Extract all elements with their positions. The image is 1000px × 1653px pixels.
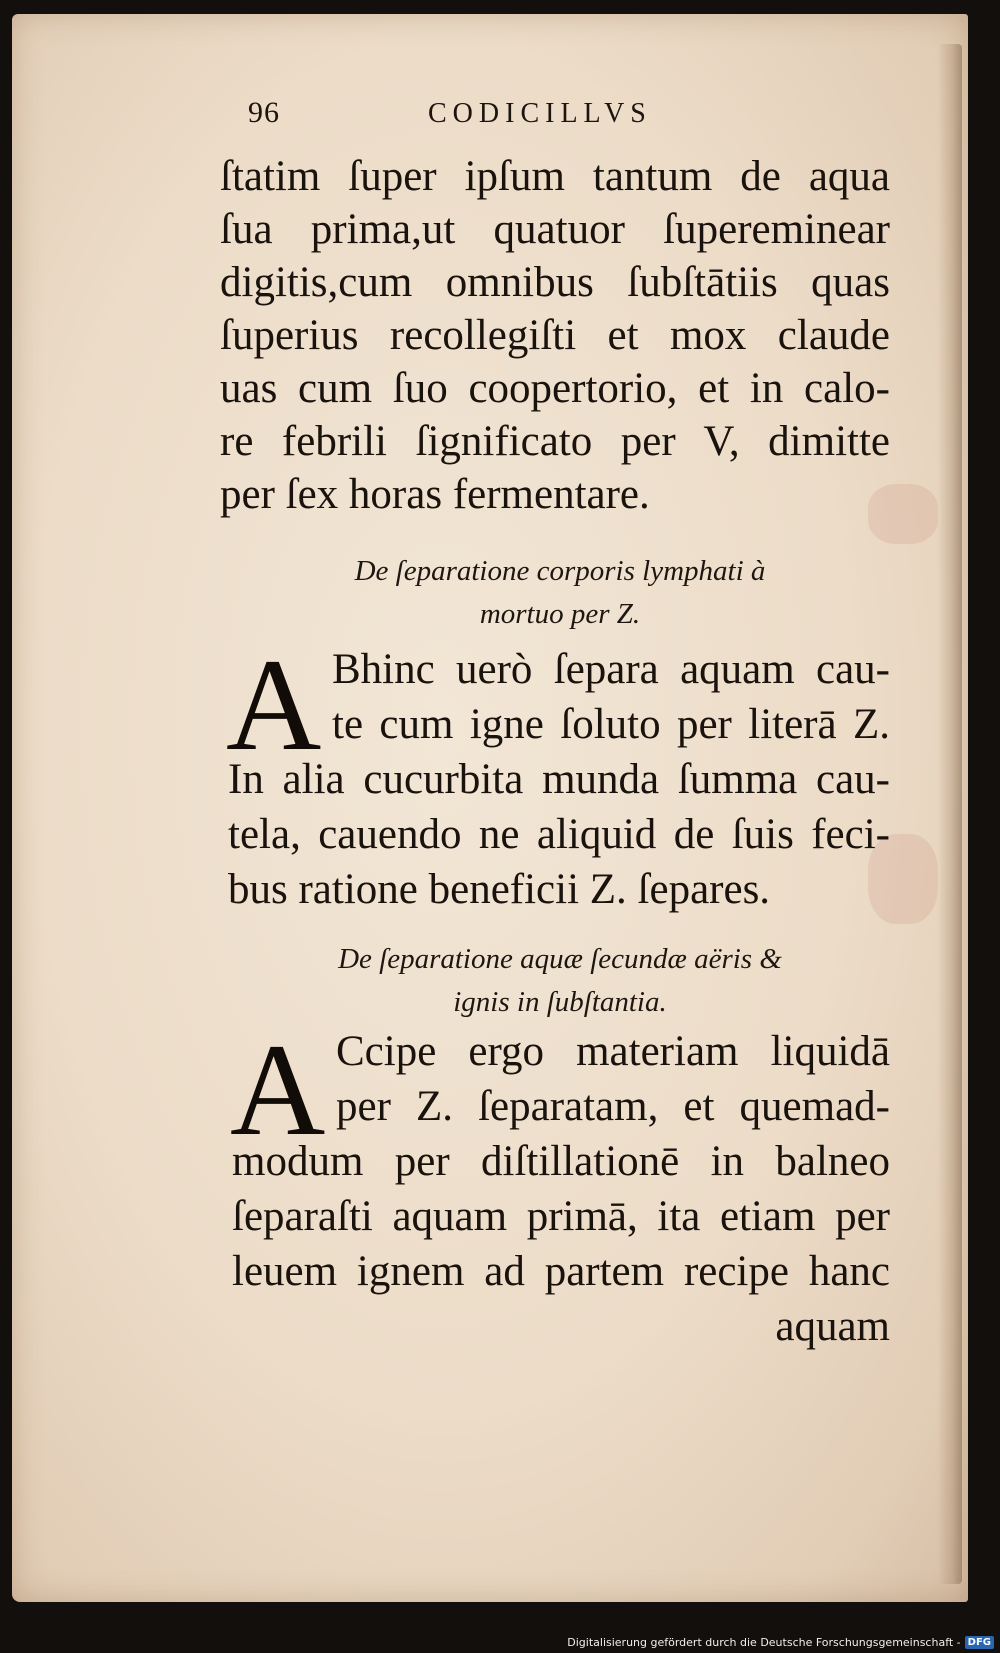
text-line: ſeparaſti aquam primā, ita etiam per xyxy=(232,1193,890,1240)
page-number: 96 xyxy=(248,96,280,129)
section-heading-2 xyxy=(240,938,880,1024)
text-line: re febrili ſignificato per V, dimitte xyxy=(220,418,890,465)
paragraph-2-indented xyxy=(332,642,890,752)
dfg-logo-icon: DFG xyxy=(965,1636,994,1649)
credit-text: Digitalisierung gefördert durch die Deutsche Forschungsgemeinschaft - xyxy=(567,1636,961,1649)
text-line: In alia cucurbita munda ſumma cau- xyxy=(228,756,890,803)
text-line: te cum igne ſoluto per literā Z. xyxy=(332,701,890,748)
heading-line: ignis in ſubſtantia. xyxy=(453,986,667,1018)
paragraph-2-body xyxy=(228,752,890,917)
page-edge-shadow xyxy=(938,44,962,1584)
text-line: leuem ignem ad partem recipe hanc xyxy=(232,1248,890,1295)
text-line: ſua prima,ut quatuor ſupereminear xyxy=(220,206,890,253)
heading-line: De ſeparatione corporis lymphati à xyxy=(354,555,766,587)
text-line: bus ratione beneficii Z. ſepares. xyxy=(228,866,771,913)
text-line: tela, cauendo ne aliquid de ſuis feci- xyxy=(228,811,890,858)
paragraph-3-body xyxy=(232,1134,890,1354)
text-line: Bhinc uerò ſepara aquam cau- xyxy=(332,646,890,693)
catchword: aquam xyxy=(775,1303,890,1350)
text-line: modum per diſtillationē in balneo xyxy=(232,1138,890,1185)
drop-cap: A xyxy=(230,1016,326,1163)
heading-line: De ſeparatione aquæ ſecundæ aëris & xyxy=(338,943,782,975)
heading-line: mortuo per Z. xyxy=(479,598,641,630)
text-line: uas cum ſuo coopertorio, et in calo- xyxy=(220,365,890,412)
paragraph-1 xyxy=(220,150,890,521)
drop-cap: A xyxy=(226,631,322,778)
running-head: CODICILLVS xyxy=(428,98,652,129)
text-line: ſtatim ſuper ipſum tantum de aqua xyxy=(220,153,890,200)
text-line: digitis,cum omnibus ſubſtātiis quas xyxy=(220,259,890,306)
text-line: ſuperius recollegiſti et mox claude xyxy=(220,312,890,359)
section-heading-1 xyxy=(240,550,880,636)
paragraph-3-indented xyxy=(336,1024,890,1134)
text-line: Ccipe ergo materiam liquidā xyxy=(336,1028,890,1075)
text-line: per ſex horas fermentare. xyxy=(220,471,650,518)
digitization-credit xyxy=(567,1636,994,1649)
text-line: per Z. ſeparatam, et quemad- xyxy=(336,1083,890,1130)
